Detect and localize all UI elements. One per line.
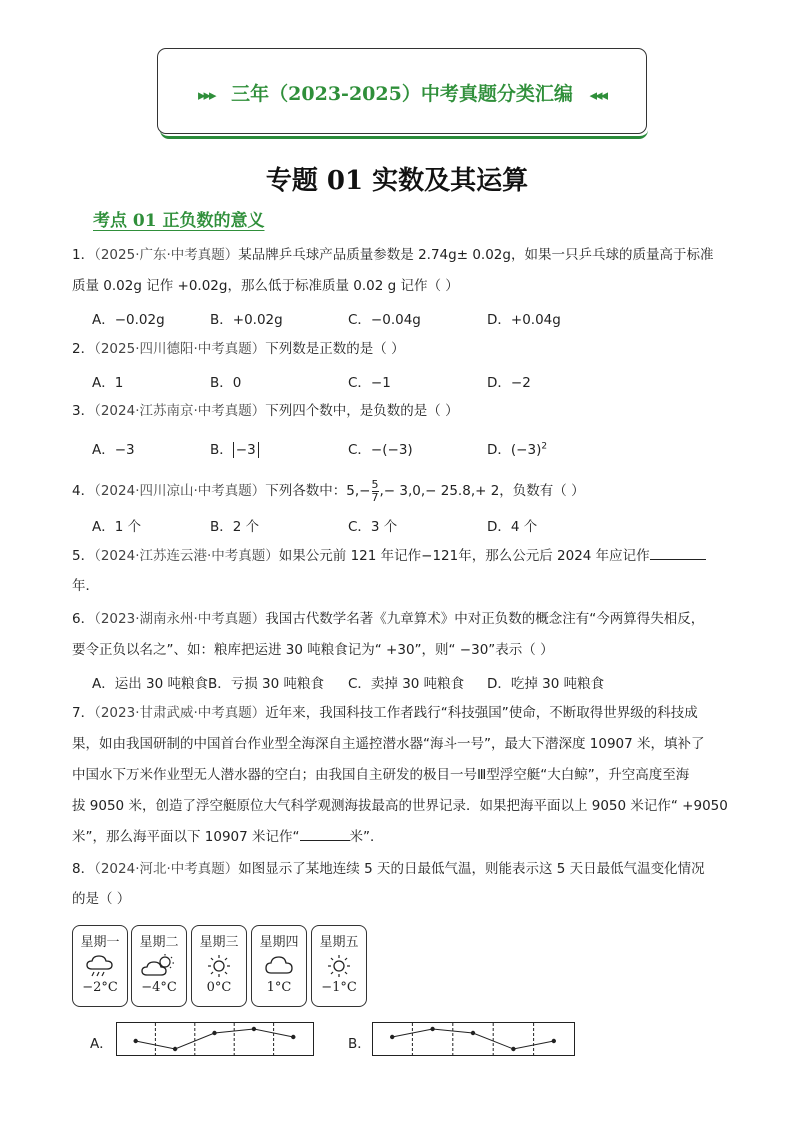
q2-option-c[interactable]: C．−1 <box>348 375 391 391</box>
q6-option-d[interactable]: D．吃掉 30 吨粮食 <box>487 676 605 692</box>
q3-option-c[interactable]: C．−(−3) <box>348 442 413 458</box>
option-b-point-1 <box>390 1035 394 1039</box>
weather-card-thursday <box>251 925 307 1007</box>
day-temperature: −1°C <box>321 980 357 995</box>
q4-option-b[interactable]: B．2 个 <box>210 519 260 535</box>
q8-option-b-label[interactable]: B． <box>348 1036 371 1052</box>
q8-option-a-label[interactable]: A． <box>90 1036 113 1052</box>
banner-underline <box>160 128 648 139</box>
page-title: 专题 01 实数及其运算 <box>265 166 529 196</box>
question-text: 近年来，我国科技工作者践行“科技强国”使命，不断取得世界级的科技成 <box>265 705 698 721</box>
section-heading: 考点 01 正负数的意义 <box>93 211 265 231</box>
option-b-point-2 <box>430 1027 434 1031</box>
question-number: 8． <box>72 861 95 877</box>
q8-option-a-chart[interactable] <box>116 1022 314 1056</box>
option-label: B． <box>210 442 233 458</box>
arrow-right-icon: ▸▸▸ <box>197 86 215 104</box>
sun-icon <box>204 953 234 979</box>
question-number: 3． <box>72 403 95 419</box>
question-text: 下列数是正数的是（ ） <box>265 341 405 357</box>
question-source: （2024·四川凉山·中考真题） <box>94 483 266 499</box>
partly-cloudy-icon <box>141 953 177 979</box>
option-b-point-5 <box>552 1039 556 1043</box>
question-number: 7． <box>72 705 95 721</box>
arrow-left-icon: ◂◂◂ <box>589 86 607 104</box>
question-source: （2025·广东·中考真题） <box>94 247 239 263</box>
weather-card-tuesday <box>131 925 187 1007</box>
option-a-point-2 <box>173 1047 177 1051</box>
question-3 <box>72 402 459 420</box>
question-4 <box>72 478 585 504</box>
fraction-denominator: 7 <box>371 490 379 504</box>
option-a-point-1 <box>134 1039 138 1043</box>
question-text: 如图显示了某地连续 5 天的日最低气温，则能表示这 5 天日最低气温变化情况 <box>238 861 705 877</box>
q3-option-b[interactable] <box>210 438 259 458</box>
question-number: 5． <box>72 548 95 564</box>
question-text-rest: ,− 3,0,− 25.8,+ 2，负数有（ ） <box>379 483 585 499</box>
option-b-point-4 <box>511 1047 515 1051</box>
day-temperature: −2°C <box>82 980 118 995</box>
question-source: （2024·江苏连云港·中考真题） <box>94 548 279 564</box>
day-name: 星期三 <box>199 935 239 950</box>
option-label: D．(−3) <box>487 442 542 458</box>
q4-option-d[interactable]: D．4 个 <box>487 519 538 535</box>
q8-option-b-chart[interactable] <box>372 1022 575 1056</box>
q6-option-c[interactable]: C．卖掉 30 吨粮食 <box>348 676 465 692</box>
q1-option-d[interactable]: D．+0.04g <box>487 312 561 328</box>
q2-option-d[interactable]: D．−2 <box>487 375 531 391</box>
cloud-icon <box>263 953 295 979</box>
question-number: 6． <box>72 611 95 627</box>
question-1-line2: 质量 0.02g 记作 +0.02g，那么低于标准质量 0.02 g 记作（ ） <box>72 278 459 294</box>
q1-option-b[interactable]: B．+0.02g <box>210 312 283 328</box>
q4-option-a[interactable]: A．1 个 <box>92 519 142 535</box>
question-text: 某品牌乒乓球产品质量参数是 2.74g± 0.02g，如果一只乒乓球的质量高于标准 <box>238 247 714 263</box>
q6-option-b[interactable]: B．亏损 30 吨粮食 <box>208 676 325 692</box>
day-name: 星期一 <box>80 935 120 950</box>
question-text-rest: 米”． <box>349 829 384 845</box>
banner-title: 三年（2023-2025）中考真题分类汇编 <box>231 83 573 105</box>
weather-card-friday <box>311 925 367 1007</box>
option-a-point-4 <box>252 1027 256 1031</box>
weather-card-monday <box>72 925 128 1007</box>
question-text: 下列各数中：5,− <box>265 483 371 499</box>
sun-icon <box>324 953 354 979</box>
question-number: 1． <box>72 247 95 263</box>
question-8-line2: 的是（ ） <box>72 891 131 907</box>
question-source: （2024·河北·中考真题） <box>94 861 239 877</box>
option-a-point-3 <box>212 1031 216 1035</box>
question-5 <box>72 547 706 565</box>
question-number: 2． <box>72 341 95 357</box>
q4-option-c[interactable]: C．3 个 <box>348 519 398 535</box>
option-b-point-3 <box>471 1031 475 1035</box>
q1-option-a[interactable]: A．−0.02g <box>92 312 165 328</box>
question-7-line3: 中国水下万米作业型无人潜水器的空白；由我国自主研发的极目一号Ⅲ型浮空艇“大白鲸”，升空高度至海 <box>72 767 690 783</box>
q6-option-a[interactable]: A．运出 30 吨粮食 <box>92 676 208 692</box>
question-text: 我国古代数学名著《九章算术》中对正负数的概念注有“今两算得失相反， <box>265 611 705 627</box>
question-2 <box>72 340 405 358</box>
q2-option-a[interactable]: A．1 <box>92 375 124 391</box>
answer-blank[interactable] <box>300 828 350 841</box>
day-temperature: 0°C <box>206 980 232 995</box>
day-name: 星期四 <box>259 935 299 950</box>
question-7-line5 <box>72 828 384 846</box>
q3-option-d[interactable] <box>487 438 547 458</box>
question-7-line2: 果，如由我国研制的中国首台作业型全海深自主遥控潜水器“海斗一号”，最大下潜深度 10907 米，填补了 <box>72 736 705 752</box>
day-temperature: 1°C <box>266 980 292 995</box>
weather-card-wednesday <box>191 925 247 1007</box>
question-source: （2023·湖南永州·中考真题） <box>94 611 266 627</box>
question-text: 米”，那么海平面以下 10907 米记作“ <box>72 829 300 845</box>
day-temperature: −4°C <box>141 980 177 995</box>
day-name: 星期二 <box>139 935 179 950</box>
question-source: （2024·江苏南京·中考真题） <box>94 403 266 419</box>
absolute-value: −3 <box>233 442 259 458</box>
question-6 <box>72 610 704 628</box>
answer-blank[interactable] <box>650 547 706 560</box>
fraction-numerator: 5 <box>371 477 379 491</box>
question-8 <box>72 860 705 878</box>
question-7 <box>72 704 698 722</box>
q2-option-b[interactable]: B．0 <box>210 375 242 391</box>
day-name: 星期五 <box>319 935 359 950</box>
question-source: （2023·甘肃武威·中考真题） <box>94 705 266 721</box>
question-5-line2: 年． <box>72 578 99 594</box>
rain-cloud-icon <box>84 953 116 979</box>
fraction <box>372 479 379 504</box>
q3-option-a[interactable]: A．−3 <box>92 442 135 458</box>
question-7-line4: 拔 9050 米，创造了浮空艇原位大气科学观测海拔最高的世界记录．如果把海平面以上 9050 米记作“ +9050 <box>72 798 728 814</box>
question-text: 下列四个数中，是负数的是（ ） <box>265 403 459 419</box>
exponent: 2 <box>541 441 548 452</box>
option-a-point-5 <box>291 1035 295 1039</box>
question-source: （2025·四川德阳·中考真题） <box>94 341 266 357</box>
header-banner <box>157 48 647 134</box>
question-text: 如果公元前 121 年记作−121年，那么公元后 2024 年应记作 <box>278 548 650 564</box>
question-6-line2: 要令正负以名之”、如：粮库把运进 30 吨粮食记为“ +30”，则“ −30”表示（ ） <box>72 642 554 658</box>
banner-text-row <box>158 79 646 106</box>
question-1 <box>72 246 713 264</box>
question-number: 4． <box>72 483 95 499</box>
q1-option-c[interactable]: C．−0.04g <box>348 312 421 328</box>
